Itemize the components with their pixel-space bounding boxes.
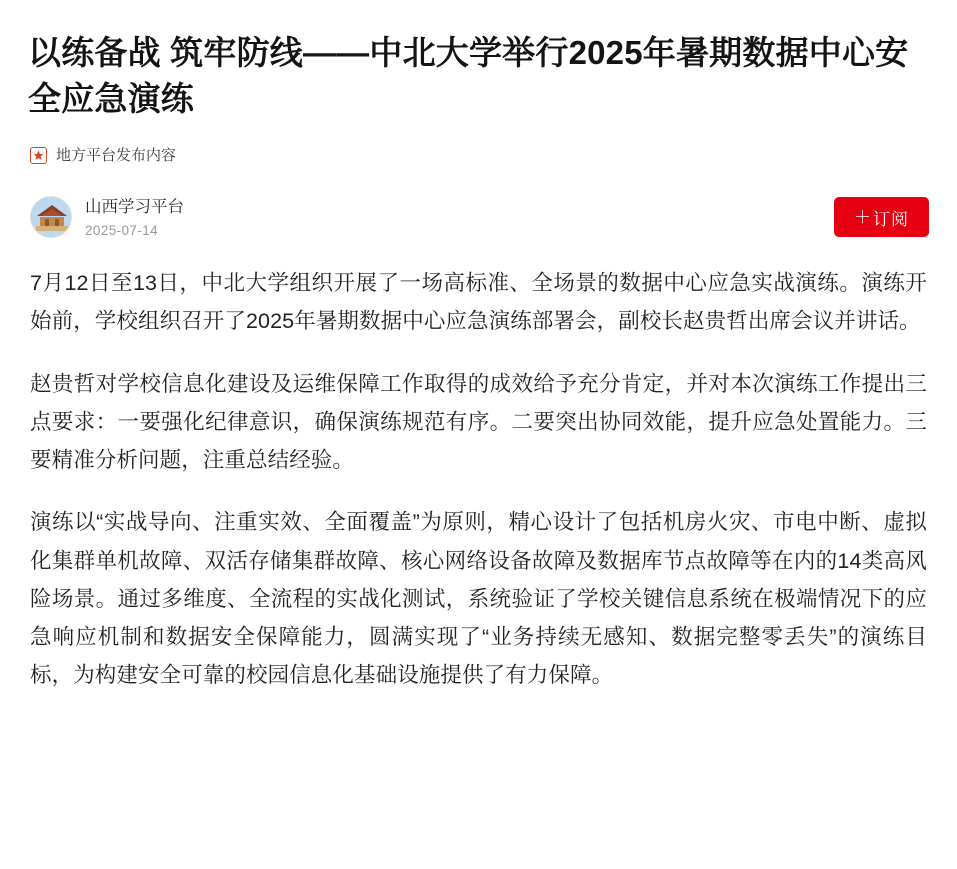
- article-body: [28, 264, 929, 695]
- author-row: [30, 196, 929, 238]
- article-paragraph: 7月12日至13日，中北大学组织开展了一场高标准、全场景的数据中心应急实战演练。演练开始前，学校组织召开了2025年暑期数据中心应急演练部署会，副校长赵贵哲出席会议并讲话。: [30, 271, 927, 334]
- author-meta: [85, 197, 184, 237]
- source-tag: [30, 147, 929, 164]
- article-paragraph: 演练以“实战导向、注重实效、全面覆盖”为原则，精心设计了包括机房火灾、市电中断、虚拟化集群单机故障、双活存储集群故障、核心网络设备故障及数据库节点故障等在内的14类高风险场景。通过多维度、全流程的实战化测试，系统验证了学校关键信息系统在极端情况下的应急响应机制和数据安全保障能力，圆满实现了“业务持续无感知、数据完整零丢失”的演练目标，为构建安全可靠的校园信息化基础设施提供了有力保障。: [30, 510, 927, 688]
- avatar[interactable]: [30, 196, 72, 238]
- plus-icon: ＋: [854, 207, 872, 227]
- subscribe-button[interactable]: [834, 197, 929, 237]
- article-paragraph: 赵贵哲对学校信息化建设及运维保障工作取得的成效给予充分肯定，并对本次演练工作提出三点要求：一要强化纪律意识，确保演练规范有序。二要突出协同效能，提升应急处置能力。三要精准分析问题，注重总结经验。: [30, 371, 927, 473]
- source-tag-label: 地方平台发布内容: [56, 147, 177, 165]
- author-name[interactable]: 山西学习平台: [85, 198, 184, 216]
- page-title: 以练备战 筑牢防线——中北大学举行2025年暑期数据中心安全应急演练: [28, 34, 909, 117]
- subscribe-button-label: 订阅: [873, 209, 909, 229]
- star-badge-icon: [30, 147, 47, 164]
- publish-date: 2025-07-14: [85, 222, 159, 238]
